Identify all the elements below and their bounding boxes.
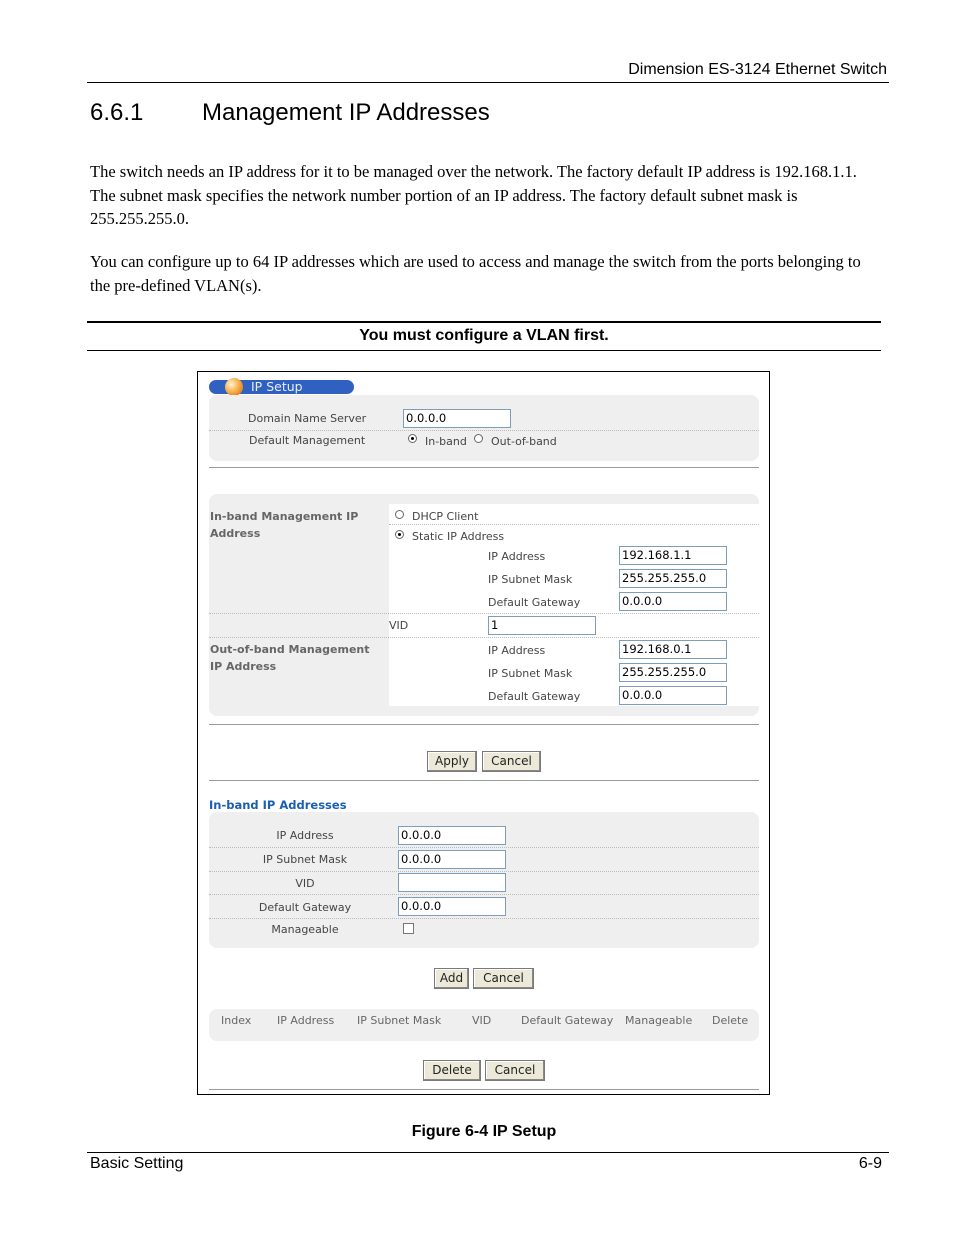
vid-input[interactable]: 1 [488, 616, 596, 635]
col-delete: Delete [712, 1014, 749, 1027]
add-ip-input[interactable]: 0.0.0.0 [398, 826, 506, 845]
delete-button[interactable]: Delete [423, 1060, 481, 1081]
inband-ips-title: In-band IP Addresses [209, 798, 347, 812]
footer-left: Basic Setting [90, 1155, 184, 1172]
static-ip-radio[interactable] [395, 530, 404, 539]
separator [209, 1089, 759, 1090]
paragraph-2: You can configure up to 64 IP addresses which are used to access and manage the switch from the ports belonging to the pre-defined VLAN(s). [90, 252, 861, 295]
oob-ip-label: IP Address [488, 644, 546, 657]
inband-option-label: In-band [425, 435, 467, 448]
inband-ip-input[interactable]: 192.168.1.1 [619, 546, 727, 565]
inband-radio[interactable] [408, 434, 417, 443]
manageable-label: Manageable [271, 923, 339, 936]
apply-button[interactable]: Apply [427, 751, 477, 772]
note-rule-bottom [87, 350, 881, 351]
inband-mask-label: IP Subnet Mask [488, 573, 573, 586]
add-vid-label: VID [295, 877, 315, 890]
inband-mask-input[interactable]: 255.255.255.0 [619, 569, 727, 588]
oob-ip-input[interactable]: 192.168.0.1 [619, 640, 727, 659]
divider [209, 847, 759, 848]
dhcp-client-radio[interactable] [395, 510, 404, 519]
separator [209, 780, 759, 781]
col-manageable: Manageable [625, 1014, 693, 1027]
divider [209, 613, 759, 614]
divider [209, 918, 759, 919]
default-management-label: Default Management [249, 434, 366, 447]
section-number: 6.6.1 [90, 99, 144, 126]
oob-mask-input[interactable]: 255.255.255.0 [619, 663, 727, 682]
outofband-radio[interactable] [474, 434, 483, 443]
dns-label: Domain Name Server [248, 412, 367, 425]
dhcp-client-label: DHCP Client [412, 510, 479, 523]
outofband-option-label: Out-of-band [491, 435, 557, 448]
col-subnet-mask: IP Subnet Mask [357, 1014, 442, 1027]
manageable-checkbox[interactable] [403, 923, 414, 934]
oob-gateway-input[interactable]: 0.0.0.0 [619, 686, 727, 705]
col-default-gateway: Default Gateway [521, 1014, 614, 1027]
section-title: Management IP Addresses [202, 99, 490, 126]
add-gateway-label: Default Gateway [258, 901, 352, 914]
header-rule [87, 82, 889, 83]
add-mask-label: IP Subnet Mask [262, 853, 348, 866]
col-vid: VID [472, 1014, 492, 1027]
divider [209, 894, 759, 895]
separator [209, 467, 759, 468]
ip-setup-title: IP Setup [251, 379, 303, 394]
oob-mask-label: IP Subnet Mask [488, 667, 573, 680]
figure-caption: Figure 6-4 IP Setup [411, 1123, 557, 1140]
static-ip-label: Static IP Address [412, 530, 505, 543]
inband-gateway-label: Default Gateway [488, 596, 581, 609]
running-header: Dimension ES-3124 Ethernet Switch [628, 61, 887, 78]
paragraph-1: The switch needs an IP address for it to be managed over the network. The factory default IP address is 192.168.1.1. The subnet mask specifies the network number portion of an IP address. The factory default subnet mask is 255.255.255.0. [90, 162, 857, 228]
oob-gateway-label: Default Gateway [488, 690, 581, 703]
add-cancel-button[interactable]: Cancel [473, 968, 534, 989]
col-ip-address: IP Address [277, 1014, 335, 1027]
general-panel [209, 395, 759, 461]
add-mask-input[interactable]: 0.0.0.0 [398, 850, 506, 869]
note-rule-top [87, 321, 881, 323]
inband-mgmt-label: In-band Management IP Address [210, 510, 359, 540]
note-text: You must configure a VLAN first. [359, 327, 609, 344]
outofband-mgmt-label: Out-of-band Management IP Address [210, 643, 370, 673]
dns-input[interactable]: 0.0.0.0 [403, 409, 511, 428]
separator [209, 724, 759, 725]
inband-ip-label: IP Address [488, 550, 546, 563]
divider [389, 524, 759, 525]
orb-icon [225, 378, 243, 396]
divider [209, 637, 759, 638]
cancel-button[interactable]: Cancel [482, 751, 541, 772]
add-vid-input[interactable] [398, 873, 506, 892]
page-number: 6-9 [858, 1155, 882, 1172]
divider [209, 871, 759, 872]
table-cancel-button[interactable]: Cancel [485, 1060, 545, 1081]
add-button[interactable]: Add [434, 968, 469, 989]
vid-label: VID [389, 619, 409, 632]
add-gateway-input[interactable]: 0.0.0.0 [398, 897, 506, 916]
footer-rule [87, 1152, 889, 1153]
divider [209, 430, 759, 431]
add-ip-label: IP Address [276, 829, 334, 842]
inband-gateway-input[interactable]: 0.0.0.0 [619, 592, 727, 611]
col-index: Index [221, 1014, 252, 1027]
